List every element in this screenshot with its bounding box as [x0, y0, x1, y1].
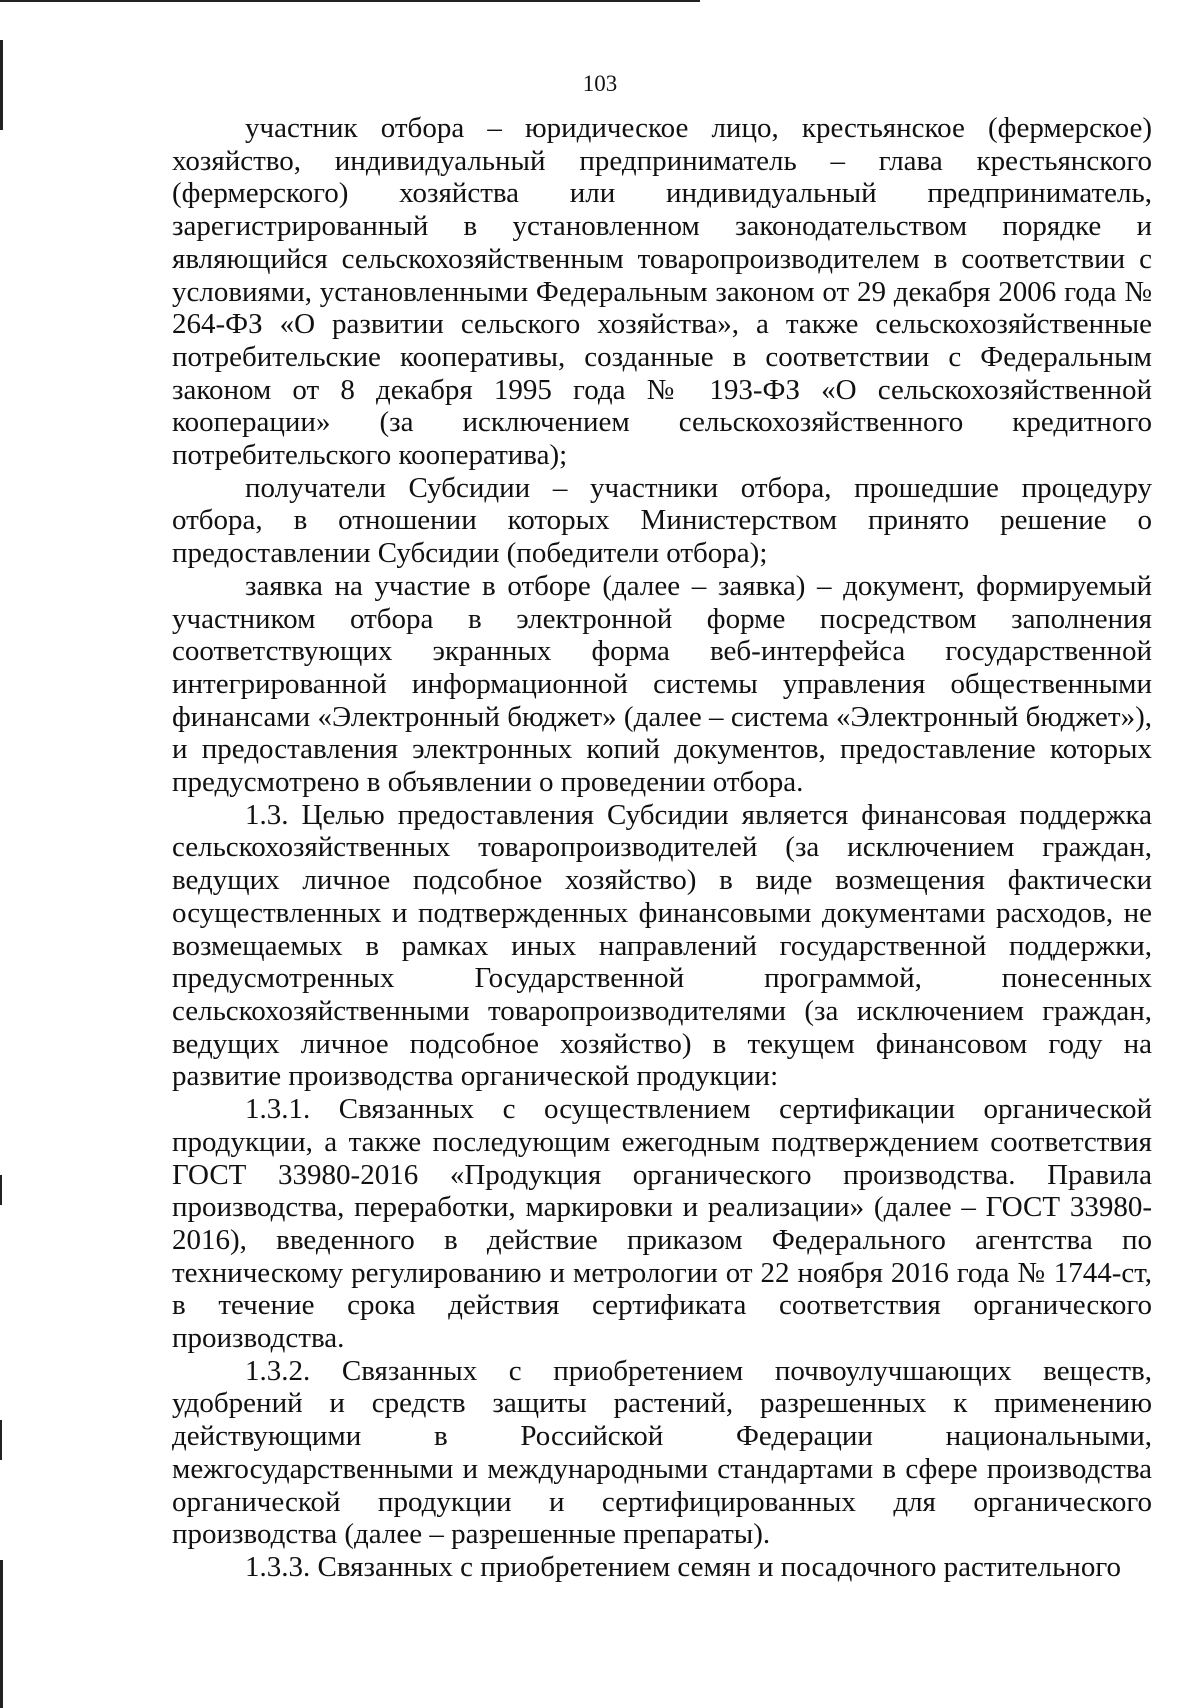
paragraph-section-1-3-3: 1.3.3. Связанных с приобретением семян и посадочного растительного	[245, 1550, 1122, 1583]
scan-edge-left-mark	[0, 1420, 2, 1460]
paragraph-section-1-3-2: 1.3.2. Связанных с приобретением почвоулучшающих веществ, удобрений и средств защиты растений, разрешенных к применению действующими в Российской Федерации национальными, межгосударственными и международными стандартами в сфере производства органической продукции и сертифицированных для органического производства (далее – разрешенные препараты).	[172, 1354, 1152, 1551]
paragraph-section-1-3-1: 1.3.1. Связанных с осуществлением сертификации органической продукции, а также последующим ежегодным подтверждением соответствия ГОСТ 33980-2016 «Продукция органического производства. Правила производства, переработки, маркировки и реализации» (далее – ГОСТ 33980-2016), введенного в действие приказом Федерального агентства по техническому регулированию и метрологии от 22 ноября 2016 года № 1744-ст, в течение срока действия сертификата соответствия органического производства.	[172, 1093, 1152, 1355]
scan-edge-left-mark	[0, 1175, 2, 1205]
body-text	[172, 112, 1152, 1584]
paragraph-recipients-definition: получатели Субсидии – участники отбора, прошедшие процедуру отбора, в отношении которых Министерством принято решение о предоставлении Субсидии (победители отбора);	[172, 471, 1152, 570]
paragraph-section-1-3: 1.3. Целью предоставления Субсидии является финансовая поддержка сельскохозяйственных товаропроизводителей (за исключением граждан, ведущих личное подсобное хозяйство) в виде возмещения фактически осуществленных и подтвержденных финансовыми документами расходов, не возмещаемых в рамках иных направлений государственной поддержки, предусмотренных Государственной программой, понесенных сельскохозяйственными товаропроизводителями (за исключением граждан, ведущих личное подсобное хозяйство) в текущем финансовом году на развитие производства органической продукции:	[172, 798, 1152, 1093]
page-number: 103	[582, 71, 618, 96]
paragraph-application-definition: заявка на участие в отборе (далее – заявка) – документ, формируемый участником отбора в электронной форме посредством заполнения соответствующих экранных форма веб-интерфейса государственной интегрированной информационной системы управления общественными финансами «Электронный бюджет» (далее – система «Электронный бюджет»), и предоставления электронных копий документов, предоставление которых предусмотрено в объявлении о проведении отбора.	[172, 569, 1152, 799]
paragraph-participant-definition: участник отбора – юридическое лицо, крестьянское (фермерское) хозяйство, индивидуальный предприниматель – глава крестьянского (фермерского) хозяйства или индивидуальный предприниматель, зарегистрированный в установленном законодательством порядке и являющийся сельскохозяйственным товаропроизводителем в соответствии с условиями, установленными Федеральным законом от 29 декабря 2006 года № 264-ФЗ «О развитии сельского хозяйства», а также сельскохозяйственные потребительские кооперативы, созданные в соответствии с Федеральным законом от 8 декабря 1995 года № 193-ФЗ «О сельскохозяйственной кооперации» (за исключением сельскохозяйственного кредитного потребительского кооператива);	[172, 112, 1152, 472]
scan-edge-top	[0, 0, 700, 2]
scan-edge-left-bottom	[0, 1560, 3, 1708]
